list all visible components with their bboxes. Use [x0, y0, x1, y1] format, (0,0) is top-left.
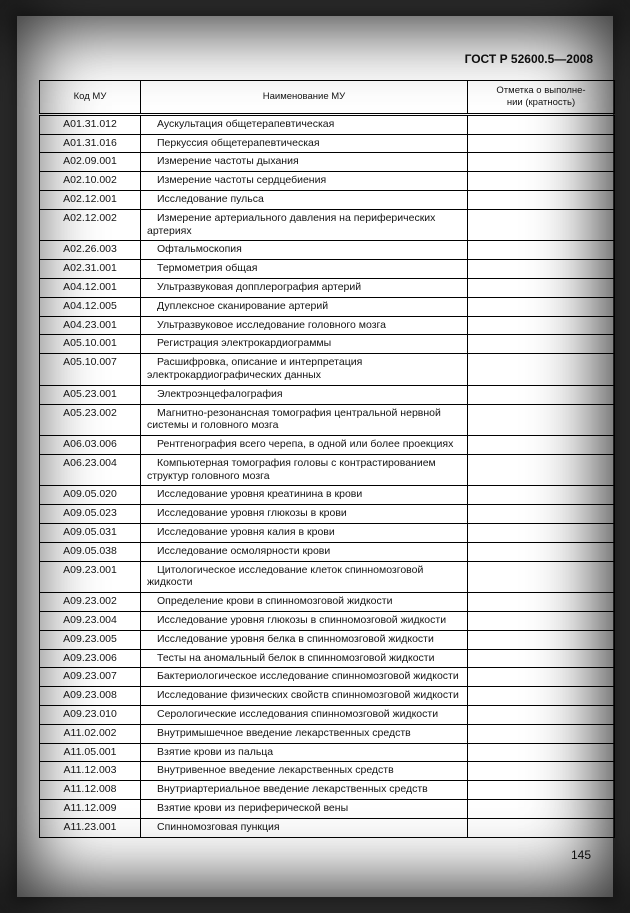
mu-procedures-table [39, 80, 615, 838]
table-row [40, 724, 615, 743]
row-mark [468, 762, 615, 781]
row-mark [468, 668, 615, 687]
row-code: A02.10.002 [40, 172, 141, 191]
row-code: A04.12.005 [40, 297, 141, 316]
row-code: A06.23.004 [40, 454, 141, 486]
row-mark [468, 209, 615, 241]
row-name: Цитологическое исследование клеток спинномозговой жидкости [141, 561, 468, 593]
row-mark [468, 524, 615, 543]
row-name: Исследование уровня креатинина в крови [141, 486, 468, 505]
table-row [40, 404, 615, 436]
row-name: Исследование уровня калия в крови [141, 524, 468, 543]
table-header-row [40, 81, 615, 115]
row-name: Электроэнцефалография [141, 385, 468, 404]
row-mark [468, 278, 615, 297]
table-row [40, 486, 615, 505]
table-row [40, 297, 615, 316]
row-name: Серологические исследования спинномозговой жидкости [141, 706, 468, 725]
row-name: Измерение частоты сердцебиения [141, 172, 468, 191]
row-mark [468, 800, 615, 819]
table-row [40, 762, 615, 781]
table-row [40, 781, 615, 800]
column-header-mark [468, 81, 615, 115]
row-code: A09.05.038 [40, 542, 141, 561]
row-code: A09.05.031 [40, 524, 141, 543]
row-name: Перкуссия общетерапевтическая [141, 134, 468, 153]
column-header-name: Наименование МУ [141, 81, 468, 115]
row-name: Тесты на аномальный белок в спинномозговой жидкости [141, 649, 468, 668]
row-mark [468, 297, 615, 316]
row-mark [468, 781, 615, 800]
row-name: Расшифровка, описание и интерпретация электрокардиографических данных [141, 354, 468, 386]
row-name: Ультразвуковая допплерография артерий [141, 278, 468, 297]
row-code: A05.10.001 [40, 335, 141, 354]
page-number: 145 [570, 847, 591, 862]
table-row [40, 436, 615, 455]
column-header-code: Код МУ [40, 81, 141, 115]
row-name: Измерение частоты дыхания [141, 153, 468, 172]
row-mark [468, 114, 615, 134]
row-name: Регистрация электрокардиограммы [141, 335, 468, 354]
row-code: A06.03.006 [40, 436, 141, 455]
row-name: Спинномозговая пункция [141, 818, 468, 837]
row-code: A11.12.008 [40, 781, 141, 800]
row-code: A11.23.001 [40, 818, 141, 837]
row-mark [468, 354, 615, 386]
row-mark [468, 241, 615, 260]
table-row [40, 172, 615, 191]
row-code: A09.23.007 [40, 668, 141, 687]
table-row [40, 649, 615, 668]
row-code: A09.23.010 [40, 706, 141, 725]
table-row [40, 687, 615, 706]
row-mark [468, 687, 615, 706]
row-mark [468, 260, 615, 279]
row-name: Ультразвуковое исследование головного мозга [141, 316, 468, 335]
row-code: A02.12.001 [40, 190, 141, 209]
row-code: A02.09.001 [40, 153, 141, 172]
table-row [40, 335, 615, 354]
table-row [40, 524, 615, 543]
column-header-mark-line1: Отметка о выполне- [496, 85, 586, 96]
row-mark [468, 454, 615, 486]
table-row [40, 593, 615, 612]
table-row [40, 505, 615, 524]
table-row [40, 241, 615, 260]
row-code: A09.05.023 [40, 505, 141, 524]
row-mark [468, 436, 615, 455]
row-code: A09.23.008 [40, 687, 141, 706]
row-mark [468, 593, 615, 612]
row-code: A11.12.003 [40, 762, 141, 781]
row-mark [468, 743, 615, 762]
row-code: A02.12.002 [40, 209, 141, 241]
row-mark [468, 404, 615, 436]
row-name: Измерение артериального давления на периферических артериях [141, 209, 468, 241]
row-code: A11.02.002 [40, 724, 141, 743]
row-mark [468, 561, 615, 593]
row-code: A09.05.020 [40, 486, 141, 505]
row-name: Внутримышечное введение лекарственных средств [141, 724, 468, 743]
row-code: A02.26.003 [40, 241, 141, 260]
table-row [40, 743, 615, 762]
row-mark [468, 153, 615, 172]
table-row [40, 134, 615, 153]
row-mark [468, 542, 615, 561]
table-row [40, 630, 615, 649]
table-row [40, 561, 615, 593]
table-row [40, 278, 615, 297]
row-code: A11.12.009 [40, 800, 141, 819]
row-code: A05.10.007 [40, 354, 141, 386]
row-name: Офтальмоскопия [141, 241, 468, 260]
row-mark [468, 630, 615, 649]
row-name: Рентгенография всего черепа, в одной или более проекциях [141, 436, 468, 455]
row-name: Аускультация общетерапевтическая [141, 114, 468, 134]
row-mark [468, 385, 615, 404]
column-header-mark-line2: нии (кратность) [506, 96, 576, 108]
table-row [40, 354, 615, 386]
row-name: Исследование физических свойств спинномозговой жидкости [141, 687, 468, 706]
table-header [40, 81, 615, 115]
row-name: Определение крови в спинномозговой жидкости [141, 593, 468, 612]
table-row [40, 209, 615, 241]
table-row [40, 114, 615, 134]
row-name: Исследование уровня глюкозы в спинномозговой жидкости [141, 612, 468, 631]
row-code: A04.23.001 [40, 316, 141, 335]
row-name: Внутривенное введение лекарственных средств [141, 762, 468, 781]
table-row [40, 800, 615, 819]
row-code: A02.31.001 [40, 260, 141, 279]
row-name: Термометрия общая [141, 260, 468, 279]
document-header: ГОСТ Р 52600.5—2008 [464, 52, 593, 66]
table-row [40, 190, 615, 209]
row-mark [468, 612, 615, 631]
row-name: Исследование уровня белка в спинномозговой жидкости [141, 630, 468, 649]
row-code: A09.23.004 [40, 612, 141, 631]
row-code: A01.31.016 [40, 134, 141, 153]
row-name: Магнитно-резонансная томография центральной нервной системы и головного мозга [141, 404, 468, 436]
row-code: A11.05.001 [40, 743, 141, 762]
row-mark [468, 818, 615, 837]
row-mark [468, 316, 615, 335]
row-name: Исследование уровня глюкозы в крови [141, 505, 468, 524]
table-row [40, 153, 615, 172]
table-row [40, 385, 615, 404]
row-mark [468, 335, 615, 354]
row-name: Дуплексное сканирование артерий [141, 297, 468, 316]
row-mark [468, 649, 615, 668]
row-name: Взятие крови из пальца [141, 743, 468, 762]
row-code: A09.23.006 [40, 649, 141, 668]
row-name: Внутриартериальное введение лекарственных средств [141, 781, 468, 800]
table-row [40, 316, 615, 335]
table-body [40, 114, 615, 837]
table-row [40, 260, 615, 279]
row-name: Компьютерная томография головы с контрастированием структур головного мозга [141, 454, 468, 486]
row-code: A05.23.001 [40, 385, 141, 404]
table-row [40, 542, 615, 561]
row-mark [468, 724, 615, 743]
row-mark [468, 190, 615, 209]
row-code: A04.12.001 [40, 278, 141, 297]
row-mark [468, 486, 615, 505]
table-row [40, 818, 615, 837]
table-row [40, 454, 615, 486]
row-name: Исследование пульса [141, 190, 468, 209]
row-code: A09.23.001 [40, 561, 141, 593]
table-row [40, 668, 615, 687]
row-mark [468, 505, 615, 524]
table-row [40, 706, 615, 725]
row-code: A05.23.002 [40, 404, 141, 436]
row-code: A01.31.012 [40, 114, 141, 134]
row-name: Бактериологическое исследование спинномозговой жидкости [141, 668, 468, 687]
row-name: Взятие крови из периферической вены [141, 800, 468, 819]
table-row [40, 612, 615, 631]
row-code: A09.23.002 [40, 593, 141, 612]
row-name: Исследование осмолярности крови [141, 542, 468, 561]
row-code: A09.23.005 [40, 630, 141, 649]
row-mark [468, 134, 615, 153]
document-page [17, 16, 613, 897]
row-mark [468, 172, 615, 191]
row-mark [468, 706, 615, 725]
